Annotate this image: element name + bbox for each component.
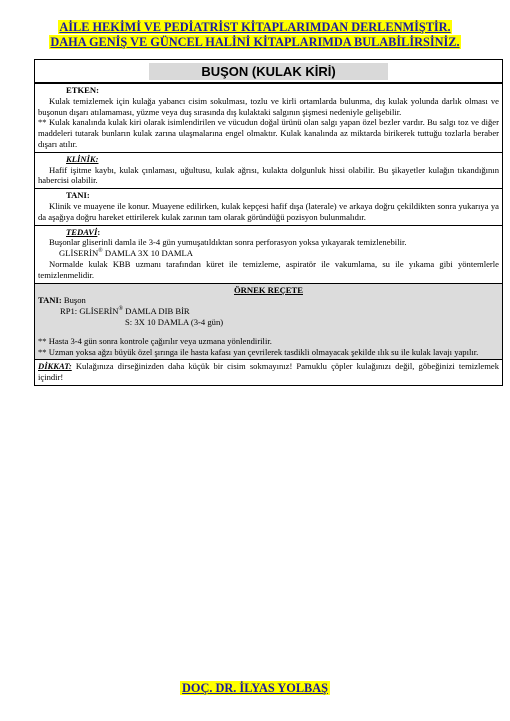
tani-heading: TANI: (66, 190, 90, 201)
tedavi-paragraph-1: Buşonlar gliserinli damla ile 3-4 gün yumuşatıldıktan sonra perforasyon yoksa yıkayarak temizlenebilir. (49, 237, 407, 248)
recete-diagnosis: TANI: Buşon (38, 295, 86, 306)
section-tani (35, 189, 502, 225)
tedavi-heading: TEDAVİ: (66, 226, 101, 237)
banner-line-2: DAHA GENİŞ VE GÜNCEL HALİNİ KİTAPLARIMDA BULABİLİRSİNİZ. (50, 35, 460, 49)
tani-paragraph: Klinik ve muayene ile konur. Muayene edilirken, kulak kepçesi hafif dışa (laterale) ve arkaya doğru çekildikten sonra yukarıya ya da aşağıya doğru hareket ettirilerek kulak zarının tam olarak göründüğü pozisyon bulunmalıdır. (38, 200, 499, 222)
section-tedavi (35, 226, 502, 284)
document-box (34, 59, 503, 386)
author-footer: DOÇ. DR. İLYAS YOLBAŞ (182, 681, 328, 695)
etken-paragraph-1: Kulak temizlemek için kulağa yabancı cisim sokulması, tozlu ve kirli ortamlarda bulunma, dış kulak yolunda darlık olması ve buşonun dışarı atılamaması, yüzme veya duş sırasında dış kulaktaki salgının şişmesi nedeniyle gelişebilir. (38, 95, 499, 117)
section-etken (35, 84, 502, 153)
section-ornek-recete (35, 284, 502, 361)
recete-rp1: RP1: GLİSERİN® DAMLA DIB BİR (60, 306, 190, 317)
section-dikkat (35, 360, 502, 385)
recete-note-1: ** Hasta 3-4 gün sonra kontrole çağırılır veya uzmana yönlendirilir. (38, 335, 272, 346)
klinik-heading: KLİNİK: (66, 153, 99, 164)
recete-dose: S: 3X 10 DAMLA (3-4 gün) (125, 316, 224, 327)
tedavi-prescription-line: GLİSERİN® DAMLA 3X 10 DAMLA (59, 248, 193, 259)
tedavi-paragraph-3: Normalde kulak KBB uzmanı tarafından küret ile temizleme, aspiratör ile vakumlama, su ile yıkama gibi yöntemlerle temizlenmelidir. (38, 258, 499, 280)
section-klinik (35, 153, 502, 189)
etken-paragraph-2: ** Kulak kanalında kulak kiri olarak isimlendirilen ve vücudun doğal ürünü olan salgı yapan özel bezler vardır. Bu salgı toz ve diğer maddeleri tutarak bunların kulak zarına ulaşmalarına engel olmaktır. Kulak kanalında az miktarda birikerek tuttuğu tozlarla beraber dışarı atılır. (38, 117, 499, 149)
title-bar (35, 60, 502, 84)
recete-heading: ÖRNEK REÇETE (233, 284, 303, 295)
dikkat-text: DİKKAT: Kulağınıza dirseğinizden daha küçük bir cisim sokmayınız! Pamuklu çöpler kulağınızı değil, göbeğinizi temizlemek içindir! (38, 361, 499, 383)
banner-line-1: AİLE HEKİMİ VE PEDİATRİST KİTAPLARIMDAN DERLENMİŞTİR. (59, 20, 451, 34)
etken-heading: ETKEN: (66, 85, 99, 95)
recete-note-2: ** Uzman yoksa ağzı büyük özel şırınga ile hasta kafası yan çevrilerek tasdikli olmayacak şekilde ılık su ile kulak lavajı yapılır. (38, 346, 479, 357)
page-title: BUŞON (KULAK KİRİ) (149, 63, 387, 80)
klinik-paragraph: Hafif işitme kaybı, kulak çınlaması, uğultusu, kulak ağrısı, kulakta dolgunluk hissi olabilir. Bu şikayetler kulağın tıkandığının habercisi olabilir. (38, 164, 499, 186)
